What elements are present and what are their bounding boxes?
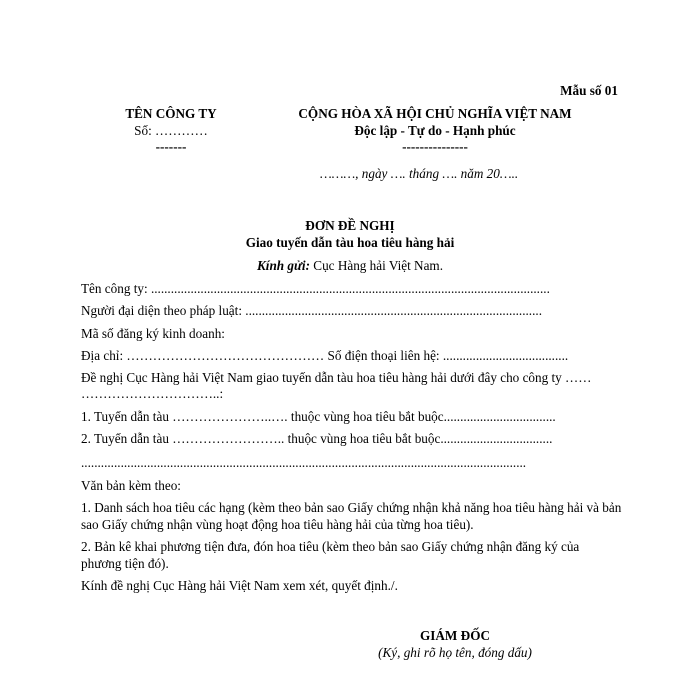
representative-field: Người đại diện theo pháp luật: .......................................................................................... — [81, 303, 542, 318]
nation-heading: CỘNG HÒA XÃ HỘI CHỦ NGHĨA VIỆT NAM — [298, 106, 572, 121]
request-line-2: …………………………..: — [81, 386, 224, 401]
date-line: ………, ngày …. tháng …. năm 20….. — [320, 166, 519, 181]
signature-title: GIÁM ĐỐC — [420, 628, 490, 643]
request-line-1: Đề nghị Cục Hàng hải Việt Nam giao tuyến dẫn tàu hoa tiêu hàng hải dưới đây cho công ty …… — [81, 370, 592, 385]
closing-line: Kính đề nghị Cục Hàng hải Việt Nam xem xét, quyết định./. — [81, 578, 398, 593]
recipient-label: Kính gửi: — [257, 258, 310, 273]
recipient-value: Cục Hàng hải Việt Nam. — [309, 258, 443, 273]
route-item-2: 2. Tuyến dẫn tàu …………………….. thuộc vùng hoa tiêu bắt buộc.................................. — [81, 431, 553, 446]
document-title: ĐƠN ĐỀ NGHỊ — [305, 218, 395, 233]
company-name-field: Tên công ty: ......................................................................................................................... — [81, 281, 550, 296]
left-header-underline: ------- — [155, 139, 187, 154]
recipient-line — [0, 258, 700, 274]
blank-line: ....................................................................................................................................... — [81, 455, 527, 470]
attachments-heading: Văn bản kèm theo: — [81, 478, 181, 493]
attachment-item-1: 1. Danh sách hoa tiêu các hạng (kèm theo bản sao Giấy chứng nhận khả năng hoa tiêu hàng hải và bản sao Giấy chứng nhận vùng hoạt động hoa tiêu hàng hải của từng hoa tiêu). — [81, 500, 622, 532]
attachment-item-2: 2. Bản kê khai phương tiện đưa, đón hoa tiêu (kèm theo bản sao Giấy chứng nhận đăng ký của phương tiện đó). — [81, 539, 580, 571]
company-name-heading: TÊN CÔNG TY — [125, 106, 217, 121]
address-field: Địa chỉ: ……………………………………… Số điện thoại liên hệ: ...................................... — [81, 348, 569, 363]
right-header-underline: --------------- — [402, 139, 468, 154]
document-subtitle: Giao tuyến dẫn tàu hoa tiêu hàng hải — [245, 235, 455, 250]
motto: Độc lập - Tự do - Hạnh phúc — [354, 123, 516, 138]
business-code-field: Mã số đăng ký kinh doanh: — [81, 326, 225, 341]
form-code: Mẫu số 01 — [560, 83, 618, 98]
document-number: Số: ………… — [134, 123, 208, 138]
signature-note: (Ký, ghi rõ họ tên, đóng dấu) — [378, 645, 532, 660]
route-item-1: 1. Tuyến dẫn tàu …………………..…. thuộc vùng hoa tiêu bắt buộc.................................. — [81, 409, 556, 424]
